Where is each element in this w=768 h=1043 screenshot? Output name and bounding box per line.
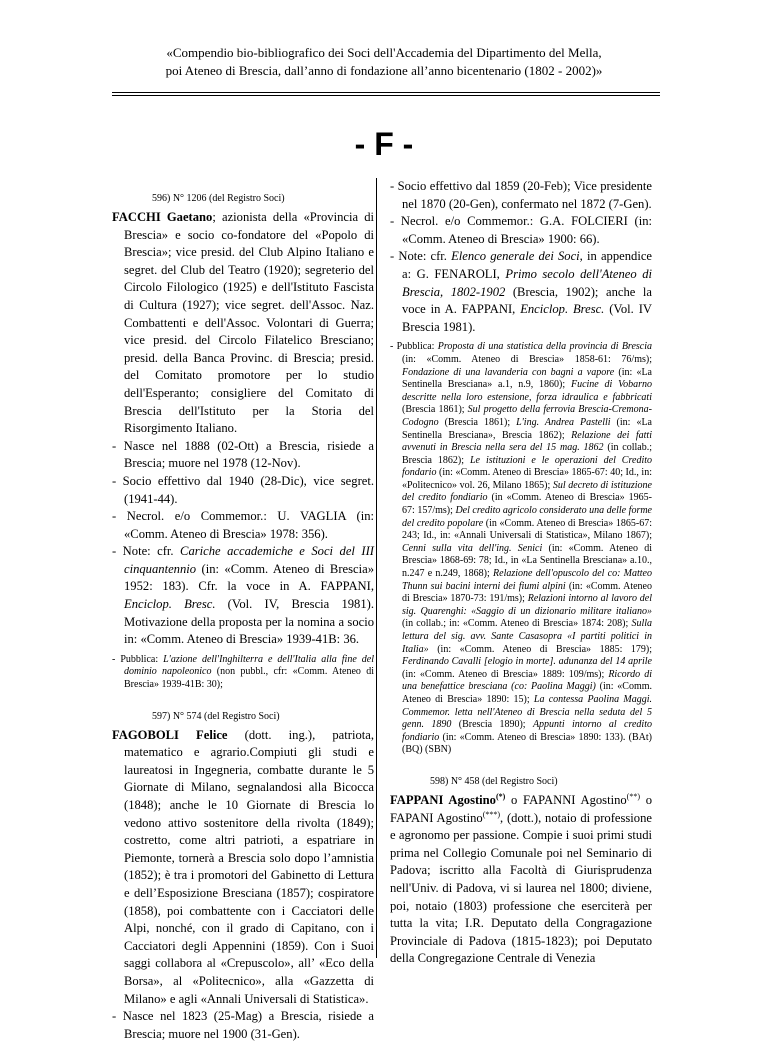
- entry-597-note: [390, 248, 652, 336]
- pub-title: Relazioni intorno al lavoro del sig. Quarenghi: «Saggio di un dizionario militare italiano»: [402, 593, 652, 617]
- entry-597-publications: [390, 341, 652, 757]
- pub-text: (in: «Comm. Ateneo di Brescia» 1865-67: 40; Id., in: «Politecnico» vol. 26, Milano 1865);: [402, 467, 652, 491]
- note-text: (in: «Comm. Ateneo di Brescia» 1952: 183). Cfr. la voce in A. FAPPANI,: [124, 561, 374, 594]
- pub-text: (Brescia 1861);: [402, 404, 468, 416]
- entry-597-bio: [112, 727, 374, 1009]
- pub-text: (in: «Comm. Ateneo di Brescia» 1870-73: 191/ms);: [402, 580, 652, 605]
- entry-596-register: 596) N° 1206 (del Registro Soci): [152, 193, 285, 204]
- entry-598-name: FAPPANI Agostino: [390, 792, 496, 807]
- note-text: (Brescia, 1902); anche la voce in A. FAPPANI,: [402, 284, 653, 317]
- pub-title: Ferdinando Cavalli [elogio in morte]. adunanza del 14 aprile: [402, 656, 652, 668]
- entry-596-name: FACCHI Gaetano: [112, 210, 213, 224]
- entry-598-alt-name: o FAPANNI Agostino: [505, 792, 627, 807]
- entry-598-alt-name: o FAPANI Agostino: [390, 792, 652, 825]
- pub-text: (in: «La Sentinella Bresciana», Brescia 1862);: [402, 416, 652, 441]
- pub-title: Sul decreto di istituzione del credito fondiario: [402, 479, 652, 504]
- page-header: [0, 44, 768, 80]
- entry-598-register: 598) N° 458 (del Registro Soci): [430, 775, 558, 787]
- pub-text: (in collab.; in: «Comm. Ateneo di Brescia» 1874: 208);: [402, 618, 632, 630]
- pub-text: - Pubblica:: [112, 653, 164, 665]
- entry-597-bio-text: (dott. ing.), patriota, matematico e agrario.Compiuti gli studi e laureatosi in Ingegneria, combatte durante le 5 Giornate di Milano, segnalandosi alla Bicocca (1848); anche le 10 Giornate di Brescia lo vedono attivo sostenitore della rivolta (1849); costretto, come altri patrioti, a espatriare in Piemonte, tornerà a Brescia solo dopo l’amnistia (1852); è tra i promotori del Gabinetto di Lettura e dell’Esposizione Bresciana (1857); cospiratore (1858), poi combattente con i Cacciatori delle Alpi, nonché, con il grado di Capitano, con i Cacciatori degli Appennini (1859). Con i Suoi saggi collabora al «Crepuscolo», all’ «Eco della Borsa», al «Politecnico», alla «Gazzetta di Milano» e agli «Annali Universali di Statistica».: [124, 727, 374, 1006]
- pub-title: Relazione dell'opuscolo del co: Matteo Thunn sui bacini interni dei fiumi alpini: [402, 568, 652, 592]
- pub-title: Fondazione di una lavanderia con bagni a vapore: [402, 366, 615, 378]
- pub-text: (non pubbl., cfr: «Comm. Ateneo di Brescia» 1939-41B: 30);: [124, 666, 374, 691]
- header-rule-bottom: [112, 95, 660, 96]
- footnote-marker: (***): [482, 809, 501, 819]
- note-title: Primo secolo dell'Ateneo di Brescia, 1802-1902: [402, 266, 652, 299]
- pub-title: L'azione dell'Inghilterra e dell'Italia alla fine del dominio napoleonico: [124, 653, 374, 678]
- entry-596-bio-text: ; azionista della «Provincia di Brescia» e socio co-fondatore del «Popolo di Brescia»; vice presid. del Club Alpino Italiano e segret. del Club del Teatro (1920); segreterio del Circolo Filologico (1925) e dell'Istituto Fascista di Cultura (1927); vice segret. dell'Assoc. Naz. Combattenti e dell'Assoc. Volontari di Guerra; vice presid. del Circolo Filatelico Bresciano; presid. della Banca Provinc. di Brescia; presid. del Comitato promotore per lo studio dell'Esperanto; consigliere del Comitato di Brescia dell'Istituto per la Storia del Risorgimento Italiano.: [124, 210, 374, 436]
- pub-text: (in: «La Sentinella Bresciana» a.1, n.9, 1860);: [402, 366, 652, 391]
- pub-text: (in «Comm. Ateneo di Brescia» 1865-67: 243; Id., in: «Annali Universali di Statistica», Milano 1867);: [402, 517, 652, 542]
- entry-596-birth: - Nasce nel 1888 (02-Ott) a Brescia, risiede a Brescia; muore nel 1978 (12-Nov).: [112, 438, 374, 471]
- pub-title: Ricordo di una benefattice bresciana (co: Paolina Maggi): [402, 668, 652, 693]
- entry-596-bio: [112, 209, 374, 438]
- note-text: (Vol. IV Brescia 1981).: [402, 302, 652, 334]
- entry-597-name: FAGOBOLI Felice: [112, 727, 228, 742]
- section-letter: - F -: [354, 126, 414, 162]
- pub-text: (in: «Comm. Ateneo di Brescia» 1890: 15);: [402, 681, 652, 705]
- entry-596-note: [112, 543, 374, 649]
- pub-title: Sulla lettura del sig. avv. Sante Casasopra «I partiti politici in Italia»: [402, 618, 652, 655]
- footnote-marker: (**): [626, 791, 640, 801]
- pub-text: (in: «Comm. Ateneo di Brescia» 1889: 109/ms);: [402, 668, 609, 680]
- note-text: - Note: cfr.: [390, 249, 452, 264]
- entry-598-bio: [390, 792, 652, 968]
- pub-title: Del credito agricolo considerato una delle forme del credito popolare: [402, 505, 652, 529]
- header-line-1: «Compendio bio-bibliografico dei Soci dell'Accademia del Dipartimento del Mella,: [166, 45, 602, 60]
- pub-text: (in «Comm. Ateneo di Brescia» 1965-67: 157/ms);: [402, 492, 652, 517]
- pub-text: (in: «Comm. Ateneo di Brescia» 1890: 133). (BAt) (BQ) (SBN): [402, 731, 652, 756]
- note-text: in appendice a: G. FENAROLI,: [402, 249, 652, 281]
- entry-597-register: 597) N° 574 (del Registro Soci): [152, 710, 280, 722]
- pub-text: (Brescia 1861);: [438, 416, 517, 428]
- header-line-2: poi Ateneo di Brescia, dall’anno di fondazione all’anno bicentenario (1802 - 2002)»: [165, 63, 603, 78]
- pub-text: (in: «Comm. Ateneo di Brescia» 1868-69: 78; Id., in «La Sentinella Bresciana» a.10., n.247 e n.249, 1868);: [402, 542, 652, 580]
- entry-598-bio-text: , (dott.), notaio di professione e agronomo per passione. Compie i suoi primi studi prima nel Collegio Comunale poi nel Seminario di Padova; iscritto alla Facoltà di Giurisprudenza nell'Univ. di Padova, vi si laurea nel 1800; diviene, poi, notaio (1803) professione che eserciterà per tutta la vita; I.R. Deputato della Congragazione Provinciale di Padova (1815-1823); poi Deputato della Congregazione Centrale di Venezia: [390, 810, 652, 966]
- pub-text: (in: «Comm. Ateneo di Brescia» 1858-61: 76/ms);: [402, 353, 652, 365]
- footnote-marker: (*): [495, 791, 506, 801]
- pub-title: Fucine di Vobarno descritte nella loro estensione, forza idraulica e fabbricati: [402, 379, 653, 403]
- entry-597-necrol: - Necrol. e/o Commemor.: G.A. FOLCIERI (in: «Comm. Ateneo di Brescia» 1900: 66).: [390, 214, 652, 246]
- column-divider: [376, 178, 377, 958]
- note-text: (Vol. IV, Brescia 1981). Motivazione della proposta per la nomina a socio in: «Comm. Ateneo di Brescia» 1939-41B: 36.: [124, 597, 374, 647]
- pub-title: L'ing. Andrea Pastelli: [516, 416, 611, 428]
- pub-text: - Pubblica:: [390, 341, 438, 353]
- header-rule-top: [112, 92, 660, 93]
- entry-596-publications: [112, 654, 374, 692]
- pub-title: Cenni sulla vita dell'ing. Senici: [402, 542, 543, 554]
- entry-597-member: - Socio effettivo dal 1859 (20-Feb); Vice presidente nel 1870 (20-Gen), confermato nel 1872 (7-Gen).: [390, 179, 652, 211]
- right-column: [390, 178, 652, 968]
- pub-text: (in: «Comm. Ateneo di Brescia» 1885: 179);: [428, 643, 652, 655]
- pub-title: La contessa Paolina Maggi. Commemor. letta nell'Ateneo di Brescia nella seduta del 5 genn. 1890: [402, 693, 652, 731]
- entry-596-member: - Socio effettivo dal 1940 (28-Dic), vice segret. (1941-44).: [112, 473, 374, 506]
- pub-title: Proposta di una statistica della provincia di Brescia: [437, 341, 653, 353]
- note-text: - Note: cfr.: [112, 544, 181, 559]
- note-title: Enciclop. Bresc.: [520, 302, 605, 317]
- left-column: [112, 178, 374, 1043]
- pub-title: Relazione dei fatti avvenuti in Brescia nella sera del 15 mag. 1862: [402, 429, 652, 454]
- pub-text: (Brescia 1890);: [451, 719, 533, 731]
- entry-597-birth: - Nasce nel 1823 (25-Mag) a Brescia, risiede a Brescia; muore nel 1900 (31-Gen).: [112, 1009, 374, 1041]
- note-title: Enciclop. Bresc.: [124, 597, 216, 612]
- entry-596-necrol: - Necrol. e/o Commemor.: U. VAGLIA (in: «Comm. Ateneo di Brescia» 1978: 356).: [112, 509, 374, 541]
- note-title: Elenco generale dei Soci,: [451, 249, 583, 264]
- note-title: Cariche accademiche e Soci del III cinquantennio: [124, 544, 374, 576]
- pub-title: Appunti intorno al credito fondiario: [402, 719, 652, 743]
- pub-title: Sul progetto della ferrovia Brescia-Cremona-Codogno: [402, 404, 652, 428]
- pub-title: Le istituzioni e le operazioni del Credito fondario: [402, 454, 652, 479]
- pub-text: (in collab.; Brescia 1862);: [402, 442, 653, 466]
